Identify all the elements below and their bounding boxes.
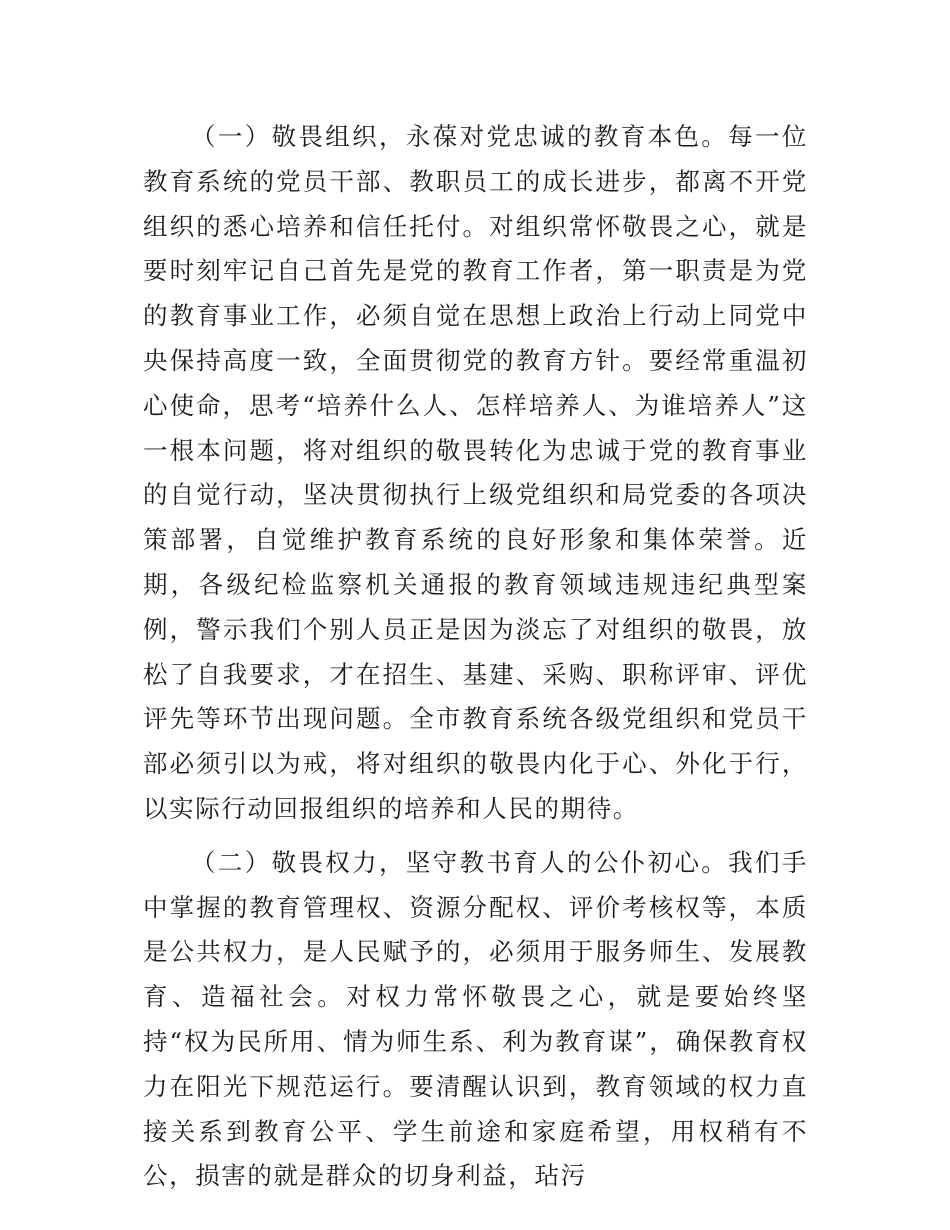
paragraph-1: （一）敬畏组织，永葆对党忠诚的教育本色。每一位教育系统的党员干部、教职员工的成长进步，都离不开党组织的悉心培养和信任托付。对组织常怀敬畏之心，就是要时刻牢记自己首先是党的教育工作者，第一职责是为党的教育事业工作，必须自觉在思想上政治上行动上同党中央保持高度一致，全面贯彻党的教育方针。要经常重温初心使命，思考“培养什么人、怎样培养人、为谁培养人”这一根本问题，将对组织的敬畏转化为忠诚于党的教育事业的自觉行动，坚决贯彻执行上级党组织和局党委的各项决策部署，自觉维护教育系统的良好形象和集体荣誉。近期，各级纪检监察机关通报的教育领域违规违纪典型案例，警示我们个别人员正是因为淡忘了对组织的敬畏，放松了自我要求，才在招生、基建、采购、职称评审、评优评先等环节出现问题。全市教育系统各级党组织和党员干部必须引以为戒，将对组织的敬畏内化于心、外化于行，以实际行动回报组织的培养和人民的期待。 [143, 122, 808, 823]
document-body [143, 115, 808, 1199]
paragraph-2: （二）敬畏权力，坚守教书育人的公仆初心。我们手中掌握的教育管理权、资源分配权、评价考核权等，本质是公共权力，是人民赋予的，必须用于服务师生、发展教育、造福社会。对权力常怀敬畏之心，就是要始终坚持“权为民所用、情为师生系、利为教育谋”，确保教育权力在阳光下规范运行。要清醒认识到，教育领域的权力直接关系到教育公平、学生前途和家庭希望，用权稍有不公，损害的就是群众的切身利益，玷污 [143, 847, 808, 1191]
